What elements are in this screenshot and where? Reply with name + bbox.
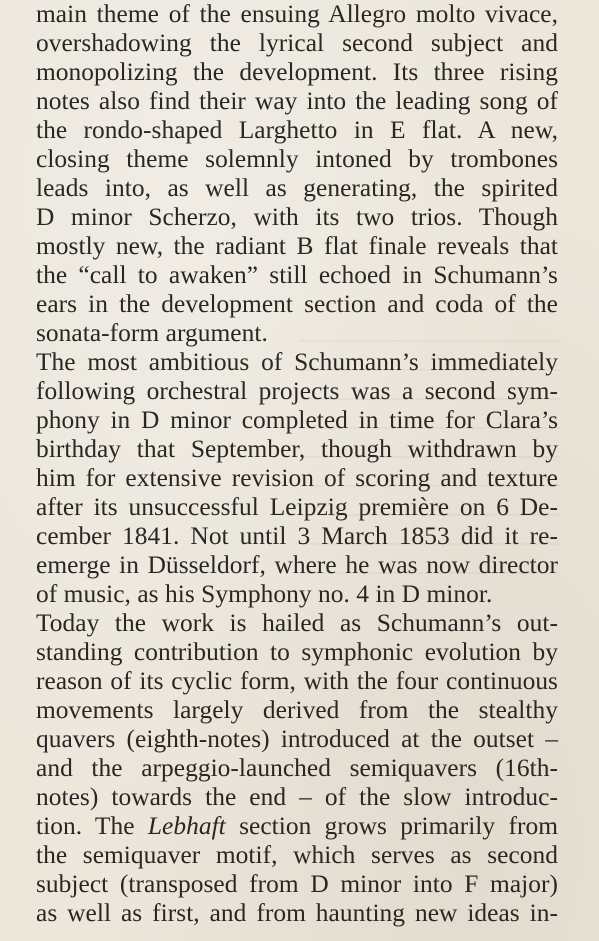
- text-line: and the arpeggio-launched semiquavers (16th-: [36, 754, 558, 782]
- text-line: him for extensive revision of scoring and texture: [36, 464, 558, 492]
- text-line: the rondo-shaped Larghetto in E flat. A new,: [36, 116, 558, 144]
- text-line: mostly new, the radiant B flat finale reveals that: [36, 232, 558, 260]
- text-fragment: section grows primarily from: [225, 812, 558, 840]
- text-line: after its unsuccessful Leipzig première on 6 De-: [36, 493, 558, 521]
- text-line: main theme of the ensuing Allegro molto vivace,: [36, 0, 558, 28]
- text-line: cember 1841. Not until 3 March 1853 did it re-: [36, 522, 558, 550]
- text-line: notes also find their way into the leading song of: [36, 87, 558, 115]
- text-line: reason of its cyclic form, with the four continuous: [36, 667, 558, 695]
- text-line: movements largely derived from the stealthy: [36, 696, 558, 724]
- text-line: the semiquaver motif, which serves as second: [36, 841, 558, 869]
- text-line: standing contribution to symphonic evolution by: [36, 638, 558, 666]
- text-fragment: tion. The: [36, 812, 148, 840]
- text-line: closing theme solemnly intoned by trombones: [36, 145, 558, 173]
- text-line: birthday that September, though withdrawn by: [36, 435, 558, 463]
- text-line: following orchestral projects was a second sym-: [36, 377, 558, 405]
- body-text: [36, 0, 558, 928]
- text-line: sonata-form argument.: [36, 319, 268, 347]
- text-line: The most ambitious of Schumann’s immediately: [36, 348, 558, 376]
- text-line: emerge in Düsseldorf, where he was now director: [36, 551, 558, 579]
- text-line: monopolizing the development. Its three rising: [36, 58, 558, 86]
- text-line: [36, 812, 558, 841]
- text-line: quavers (eighth-notes) introduced at the outset –: [36, 725, 558, 753]
- text-line: Today the work is hailed as Schumann’s out-: [36, 609, 558, 637]
- text-line: leads into, as well as generating, the spirited: [36, 174, 558, 202]
- text-line: of music, as his Symphony no. 4 in D minor.: [36, 580, 493, 608]
- text-line: phony in D minor completed in time for Clara’s: [36, 406, 558, 434]
- text-line: the “call to awaken” still echoed in Schumann’s: [36, 261, 558, 289]
- text-line: subject (transposed from D minor into F major): [36, 870, 558, 898]
- text-line: overshadowing the lyrical second subject and: [36, 29, 558, 57]
- text-line: D minor Scherzo, with its two trios. Though: [36, 203, 558, 231]
- text-line: notes) towards the end – of the slow introduc-: [36, 783, 558, 811]
- text-line: as well as first, and from haunting new ideas in-: [36, 899, 558, 927]
- text-line: ears in the development section and coda of the: [36, 290, 558, 318]
- italic-term: Lebhaft: [147, 812, 226, 840]
